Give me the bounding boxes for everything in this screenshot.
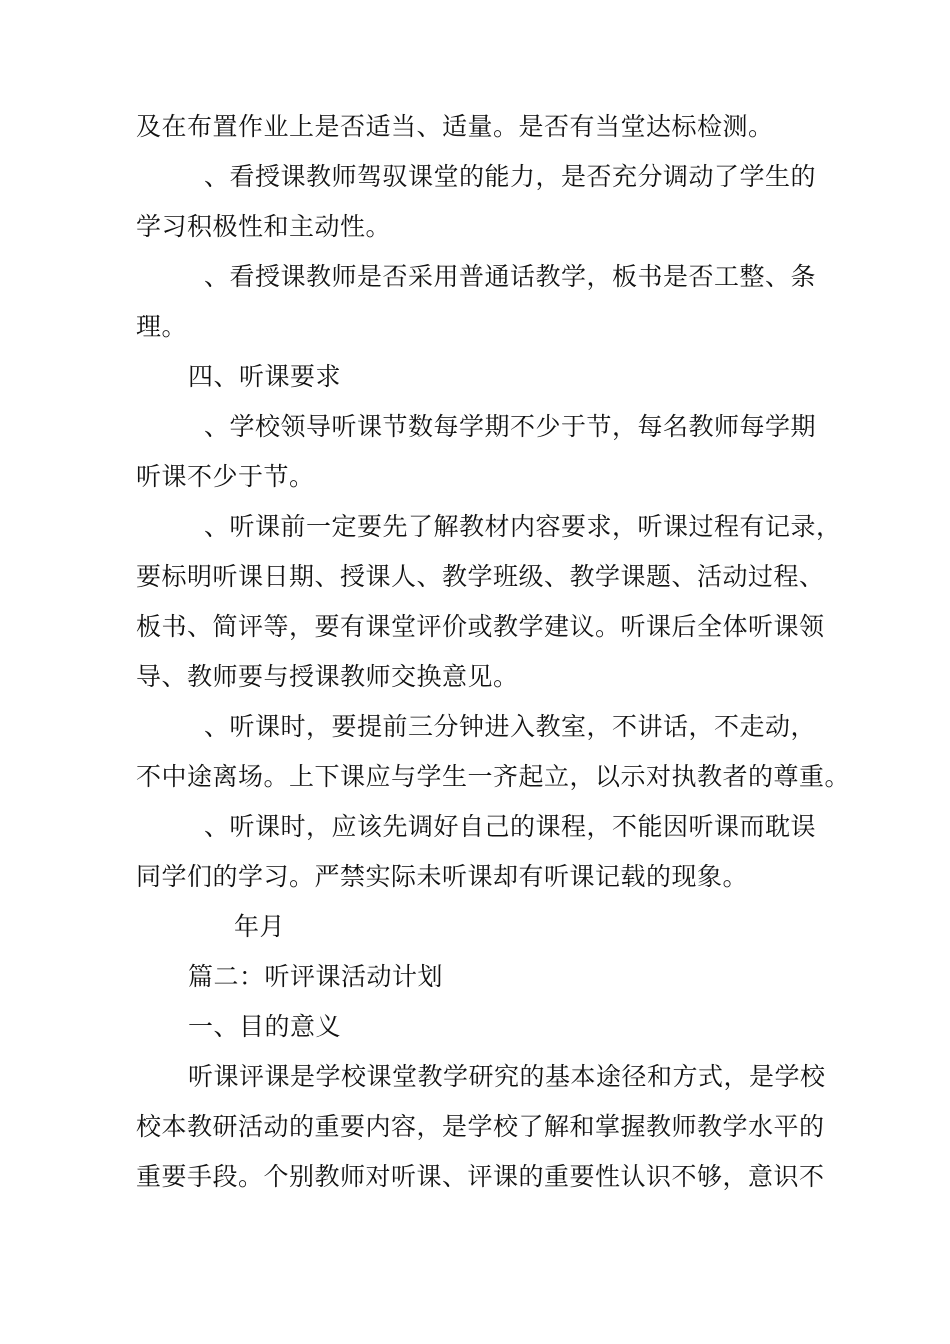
text-line: 、听课时，要提前三分钟进入教室，不讲话，不走动，: [204, 712, 817, 741]
text-line: 、听课时，应该先调好自己的课程，不能因听课而耽误: [204, 812, 817, 841]
text-line: 要标明听课日期、授课人、教学班级、教学课题、活动过程、: [136, 562, 825, 591]
text-line: 、看授课教师是否采用普通话教学，板书是否工整、条: [204, 262, 817, 291]
section-heading: 一、目的意义: [188, 1012, 342, 1041]
text-line: 重要手段。个别教师对听课、评课的重要性认识不够，意识不: [136, 1162, 825, 1191]
text-line: 不中途离场。上下课应与学生一齐起立，以示对执教者的尊重。: [136, 762, 851, 791]
text-line: 导、教师要与授课教师交换意见。: [136, 662, 519, 691]
text-line: 听课评课是学校课堂教学研究的基本途径和方式，是学校: [188, 1062, 826, 1091]
text-line: 理。: [136, 312, 188, 341]
article-title: 篇二：听评课活动计划: [188, 962, 444, 991]
text-line: 、听课前一定要先了解教材内容要求，听课过程有记录，: [204, 512, 842, 541]
text-line: 、看授课教师驾驭课堂的能力，是否充分调动了学生的: [204, 162, 817, 191]
date-line: 年月: [234, 912, 286, 941]
text-line: 同学们的学习。严禁实际未听课却有听课记载的现象。: [136, 862, 749, 891]
text-line: 板书、简评等，要有课堂评价或教学建议。听课后全体听课领: [136, 612, 825, 641]
text-line: 听课不少于节。: [136, 462, 315, 491]
text-line: 校本教研活动的重要内容，是学校了解和掌握教师教学水平的: [136, 1112, 825, 1141]
text-line: 及在布置作业上是否适当、适量。是否有当堂达标检测。: [136, 112, 774, 141]
section-heading: 四、听课要求: [188, 362, 342, 391]
text-line: 学习积极性和主动性。: [136, 212, 392, 241]
text-line: 、学校领导听课节数每学期不少于节，每名教师每学期: [204, 412, 817, 441]
